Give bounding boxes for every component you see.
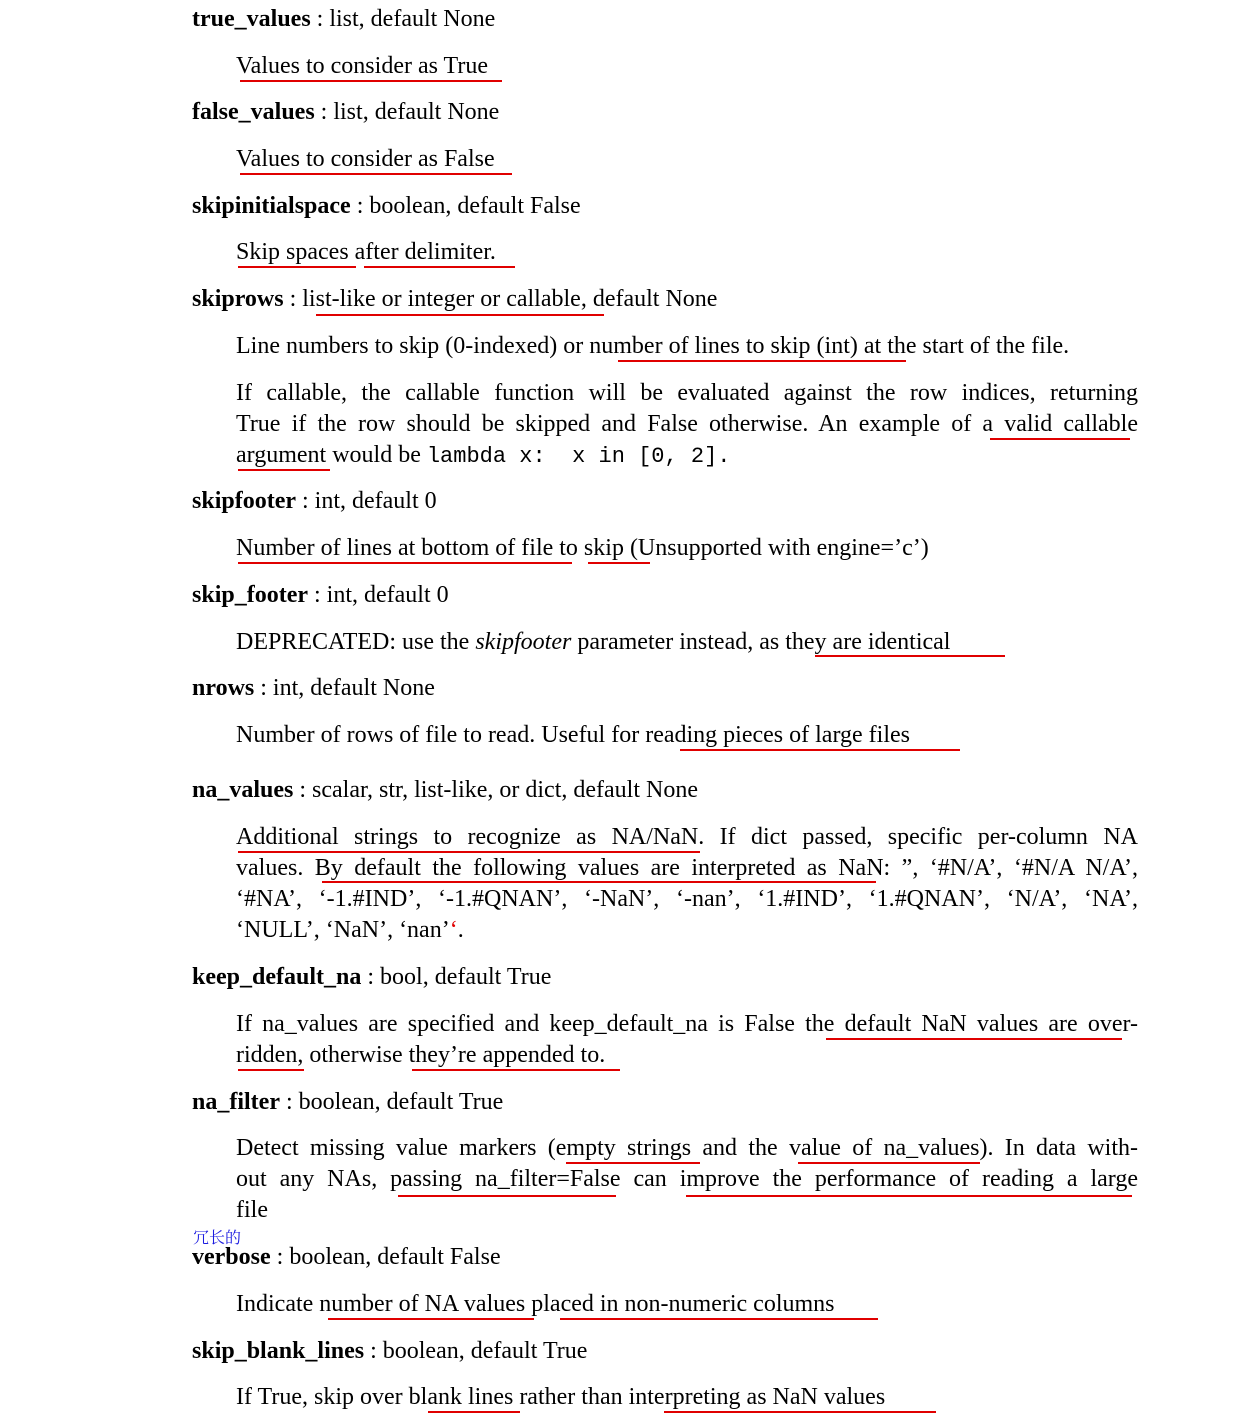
param-name: true_values — [192, 6, 311, 32]
param-description: Values to consider as False — [236, 146, 495, 172]
red-underline — [364, 266, 515, 268]
param-description: Skip spaces after delimiter. — [236, 239, 496, 265]
param-description: If True, skip over blank lines rather than interpreting as NaN values — [236, 1384, 886, 1410]
red-underline — [238, 469, 330, 471]
red-underline — [618, 360, 906, 362]
param-name: skipinitialspace — [192, 193, 351, 219]
param-name: skip_footer — [192, 582, 308, 608]
param-description: Line numbers to skip (0-indexed) or number of lines to skip (int) at the start of the file. — [236, 333, 1070, 359]
param-name: skipfooter — [192, 488, 296, 514]
param-skip-footer: skip_footer : int, default 0 — [192, 582, 449, 608]
param-true-values: true_values : list, default None — [192, 6, 496, 32]
description-text: ‘NULL’, ‘NaN’, ‘nan’ — [236, 917, 450, 943]
italic-reference: skipfooter — [475, 629, 572, 655]
param-name: skip_blank_lines — [192, 1338, 365, 1364]
param-false-values: false_values : list, default None — [192, 99, 500, 125]
param-description: Indicate number of NA values placed in non-numeric columns — [236, 1291, 835, 1317]
red-underline — [240, 173, 512, 175]
param-type: int, default 0 — [326, 582, 449, 608]
param-description: If callable, the callable function will be evaluated against the row indices, returning — [236, 380, 1138, 406]
param-description: Number of rows of file to read. Useful for reading pieces of large files — [236, 722, 910, 748]
param-na-filter: na_filter : boolean, default True — [192, 1089, 504, 1115]
param-type: boolean, default False — [369, 193, 581, 219]
red-underline — [238, 266, 356, 268]
param-description: file — [236, 1197, 268, 1223]
param-description: Number of lines at bottom of file to skip (Unsupported with engine=’c’) — [236, 535, 929, 561]
param-skiprows: skiprows : list-like or integer or callable, default None — [192, 286, 718, 312]
param-name: keep_default_na — [192, 964, 362, 990]
red-underline — [664, 1411, 936, 1413]
param-skip-blank-lines: skip_blank_lines : boolean, default True — [192, 1338, 588, 1364]
param-type: bool, default True — [380, 964, 552, 990]
handwritten-annotation-note: 冗长的 — [193, 1228, 242, 1247]
param-na-values: na_values : scalar, str, list-like, or dict, default None — [192, 777, 698, 803]
red-underline — [322, 881, 876, 883]
red-underline — [328, 1318, 534, 1320]
param-description — [236, 440, 731, 472]
red-annotation-mark: ‘ — [449, 917, 458, 943]
param-description: values. By default the following values are interpreted as NaN: ”, ‘#N/A’, ‘#N/A N/A’, — [236, 855, 1138, 881]
param-type: int, default None — [272, 675, 435, 701]
red-underline — [566, 1162, 700, 1164]
param-keep-default-na: keep_default_na : bool, default True — [192, 964, 552, 990]
red-underline — [398, 1195, 616, 1197]
param-name: na_values — [192, 777, 294, 803]
param-description — [236, 627, 950, 657]
red-underline — [238, 562, 572, 564]
param-type: boolean, default True — [298, 1089, 504, 1115]
param-verbose: verbose : boolean, default False — [192, 1244, 501, 1270]
red-underline — [428, 1411, 520, 1413]
param-description: Values to consider as True — [236, 53, 488, 79]
param-type: int, default 0 — [314, 488, 437, 514]
description-text: parameter instead, as they are identical — [577, 629, 951, 655]
param-name: na_filter — [192, 1089, 280, 1115]
param-description: Additional strings to recognize as NA/NaN. If dict passed, specific per-column NA — [236, 824, 1138, 850]
red-underline — [412, 1069, 620, 1071]
param-skipinitialspace: skipinitialspace : boolean, default False — [192, 193, 581, 219]
red-underline — [815, 655, 1005, 657]
param-type: list, default None — [333, 99, 500, 125]
red-underline — [686, 1195, 1132, 1197]
param-type: scalar, str, list-like, or dict, default None — [312, 777, 698, 803]
param-type: boolean, default True — [382, 1338, 588, 1364]
description-text: DEPRECATED: use the — [236, 629, 470, 655]
param-description: True if the row should be skipped and False otherwise. An example of a valid callable — [236, 411, 1138, 437]
param-description — [236, 915, 464, 945]
param-nrows: nrows : int, default None — [192, 675, 435, 701]
param-type: boolean, default False — [289, 1244, 501, 1270]
red-underline — [798, 1162, 980, 1164]
red-underline — [238, 1069, 304, 1071]
red-underline — [238, 851, 700, 853]
red-underline — [588, 562, 650, 564]
param-name: skiprows — [192, 286, 284, 312]
red-underline — [560, 1318, 878, 1320]
code-example: lambda x: x in [0, 2]. — [426, 444, 731, 469]
param-skipfooter: skipfooter : int, default 0 — [192, 488, 437, 514]
param-type: list, default None — [329, 6, 496, 32]
red-underline — [680, 749, 960, 751]
red-underline — [240, 80, 502, 82]
red-underline — [990, 438, 1130, 440]
param-name: nrows — [192, 675, 255, 701]
param-name: false_values — [192, 99, 315, 125]
description-text: . — [457, 917, 464, 943]
param-description: Detect missing value markers (empty strings and the value of na_values). In data with- — [236, 1135, 1138, 1161]
red-underline — [826, 1038, 1122, 1040]
param-description: ‘#NA’, ‘-1.#IND’, ‘-1.#QNAN’, ‘-NaN’, ‘-nan’, ‘1.#IND’, ‘1.#QNAN’, ‘N/A’, ‘NA’, — [236, 886, 1138, 912]
param-description: If na_values are specified and keep_default_na is False the default NaN values are over- — [236, 1011, 1138, 1037]
param-type: list-like or integer or callable, default None — [302, 286, 718, 312]
param-description: out any NAs, passing na_filter=False can improve the performance of reading a large — [236, 1166, 1138, 1192]
param-name: verbose — [192, 1244, 271, 1270]
param-description: ridden, otherwise they’re appended to. — [236, 1042, 606, 1068]
description-text: argument would be — [236, 442, 421, 468]
red-underline — [316, 314, 604, 316]
